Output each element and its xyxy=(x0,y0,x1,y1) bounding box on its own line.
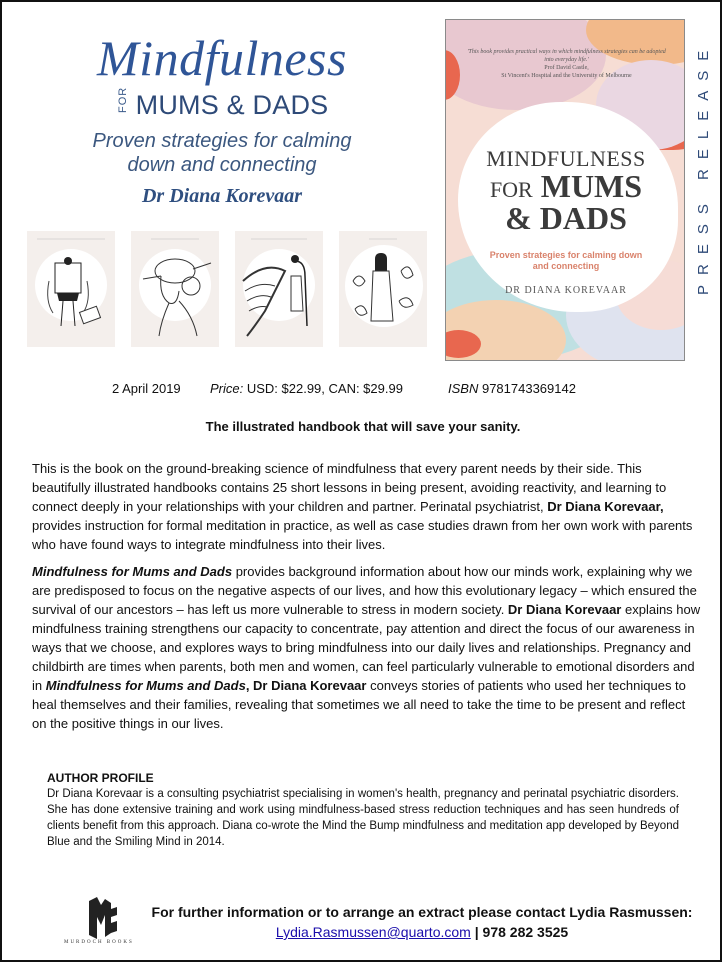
hero-subtitle-row xyxy=(22,86,422,121)
woman-reading-illustration xyxy=(27,231,115,347)
release-date: 2 April 2019 xyxy=(112,381,181,396)
book-cover xyxy=(445,19,685,361)
mother-child-wave-illustration xyxy=(235,231,323,347)
hero-subtitle: MUMS & DADS xyxy=(135,90,329,120)
contact-email-link[interactable]: Lydia.Rasmussen@quarto.com xyxy=(275,924,471,940)
author-profile-heading: AUTHOR PROFILE xyxy=(47,771,154,785)
cover-subtitle: Proven strategies for calming down and connecting xyxy=(489,250,643,271)
cover-quote-affiliation: St Vincent's Hospital and the University of Melbourne xyxy=(501,73,632,79)
cover-title: MINDFULNESS FOR MUMS & DADS xyxy=(486,146,646,236)
cover-author: DR DIANA KOREVAAR xyxy=(505,285,627,296)
hero-tagline-line2: down and connecting xyxy=(127,154,317,176)
contact-block xyxy=(142,902,702,942)
illustration-strip xyxy=(27,231,427,347)
hero-tagline xyxy=(22,129,422,177)
contact-phone: 978 282 3525 xyxy=(482,924,569,940)
woman-flowers-illustration xyxy=(339,231,427,347)
paragraph-description: Mindfulness for Mums and Dads provides background information about how our minds work, explaining why we are predisposed to focus on the negative aspects of our lives, and how this evolutionary legacy – which ensured the survival of our ancestors – has left us more vulnerable to stress in modern society. Dr Diana Korevaar explains how mindfulness training strengthens our capacity to concentrate, pay attention and direct the focus of our awareness in ways that we choose, and explores ways to bring mindfulness into our daily lives and relationships. Pregnancy and childbirth are times when parents, both men and women, can feel particularly vulnerable to emotional disorders and in Mindfulness for Mums and Dads, Dr Diana Korevaar conveys stories of patients who used her techniques to heal themselves and their families, revealing that sometimes we all need to take the time to be present and reflect on the positive things in our lives. xyxy=(32,564,701,731)
paragraph-intro: This is the book on the ground-breaking science of mindfulness that every parent needs by their side. This beautifully illustrated handbooks contains 25 short lessons in being present, avoiding reactivity, and learning to connect deeply in your relationships with your children and partner. Perinatal psychiatrist, Dr Diana Korevaar, provides instruction for formal meditation in practice, as well as case studies drawn from her own work with parents who have found ways to integrate mindfulness into their lives. xyxy=(32,461,693,552)
contact-line: For further information or to arrange an extract please contact Lydia Rasmussen: xyxy=(151,904,693,920)
hero-tagline-line1: Proven strategies for calming xyxy=(92,130,352,152)
isbn: ISBN 9781743369142 xyxy=(448,381,576,396)
publisher-name: MURDOCH BOOKS xyxy=(64,940,134,945)
book-meta-row xyxy=(112,381,632,396)
author-profile-body: Dr Diana Korevaar is a consulting psychiatrist specialising in women's health, pregnancy and perinatal psychiatric disorders. She has done extensive training and work using mindfulness-based stress reduction techniques and has seen hundreds of clients benefit from this approach. Diana co-wrote the Mind the Bump mindfulness and meditation app developed by Beyond Blue and the Smiling Mind in 2014. xyxy=(47,788,679,848)
price: Price: USD: $22.99, CAN: $29.99 xyxy=(210,381,403,396)
cover-quote: 'This book provides practical ways in which mindfulness strategies can be adopted into everyday life.' Prof David Castle, St Vincent's Hospital and the University of Melbourne xyxy=(464,48,669,80)
author-profile xyxy=(47,770,679,850)
hero-title-block xyxy=(22,30,422,208)
hero-title: Mindfulness xyxy=(97,30,347,86)
woman-brain-illustration xyxy=(131,231,219,347)
hero-author: Dr Diana Korevaar xyxy=(141,185,302,207)
contact-details: Lydia.Rasmussen@quarto.com | 978 282 3525 xyxy=(275,924,569,940)
hero-for-label: FOR xyxy=(116,86,129,113)
cover-quote-author: Prof David Castle, xyxy=(544,65,589,71)
headline: The illustrated handbook that will save your sanity. xyxy=(205,419,521,434)
press-release-label: PRESS RELEASE xyxy=(695,40,712,295)
